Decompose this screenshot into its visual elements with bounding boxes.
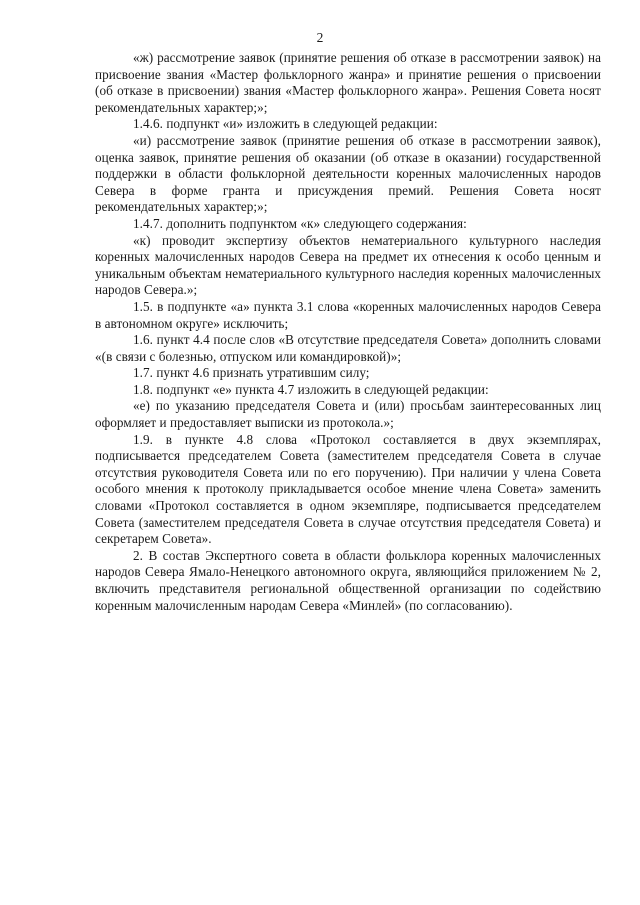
paragraph-1-7: 1.7. пункт 4.6 признать утратившим силу; — [133, 365, 370, 381]
paragraph-k: «к) проводит экспертизу объектов нематериального культурного наследия коренных малочисленных народов Севера на предмет их отнесения к особо ценным и уникальным объектам нематериального культурного наследия коренных малочисленных народов Севера.»; — [95, 232, 601, 298]
page-number: 2 — [316, 30, 324, 45]
paragraph-1-8: 1.8. подпункт «е» пункта 4.7 изложить в следующей редакции: — [133, 381, 489, 397]
paragraph-1-4-7: 1.4.7. дополнить подпунктом «к» следующего содержания: — [133, 215, 467, 231]
paragraph-2: 2. В состав Экспертного совета в области фольклора коренных малочисленных народов Севера Ямало-Ненецкого автономного округа, являющийся приложением № 2, включить представителя региональной общественной организации по содействию коренным малочисленным народам Севера «Минлей» (по согласованию). — [95, 547, 601, 613]
paragraph-zh: «ж) рассмотрение заявок (принятие решения об отказе в рассмотрении заявок) на присвоение звания «Мастер фольклорного жанра» и принятие решения о присвоении (об отказе в присвоении) звания «Мастер фольклорного жанра». Решения Совета носят рекомендательных характер;»; — [95, 50, 601, 115]
document-body — [95, 50, 601, 614]
paragraph-1-4-6: 1.4.6. подпункт «и» изложить в следующей редакции: — [133, 116, 438, 132]
paragraph-i: «и) рассмотрение заявок (принятие решения об отказе в рассмотрении заявок), оценка заявок, принятие решения об оказании (об отказе в оказании) государственной поддержки в области фольклорной деятельности коренных малочисленных народов Севера в форме гранта и присуждения премий. Решения Совета носят рекомендательных характер;»; — [95, 132, 601, 215]
paragraph-1-5: 1.5. в подпункте «а» пункта 3.1 слова «коренных малочисленных народов Севера в автономном округе» исключить; — [95, 298, 601, 331]
paragraph-1-6: 1.6. пункт 4.4 после слов «В отсутствие председателя Совета» дополнить словами «(в связи с болезнью, отпуском или командировкой)»; — [95, 332, 601, 364]
paragraph-1-9: 1.9. в пункте 4.8 слова «Протокол составляется в двух экземплярах, подписывается председателем Совета (заместителем председателя Совета в случае отсутствия руководителя Совета или по его поручению). При наличии у члена Совета особого мнения к протоколу прикладывается особое мнение члена Совета» заменить словами «Протокол составляется в одном экземпляре, подписывается председателем Совета (заместителем председателя Совета в случае отсутствия председателя Совета) и секретарем Совета». — [95, 431, 601, 547]
paragraph-e: «е) по указанию председателя Совета и (или) просьбам заинтересованных лиц оформляет и предоставляет выписки из протокола.»; — [95, 398, 601, 431]
